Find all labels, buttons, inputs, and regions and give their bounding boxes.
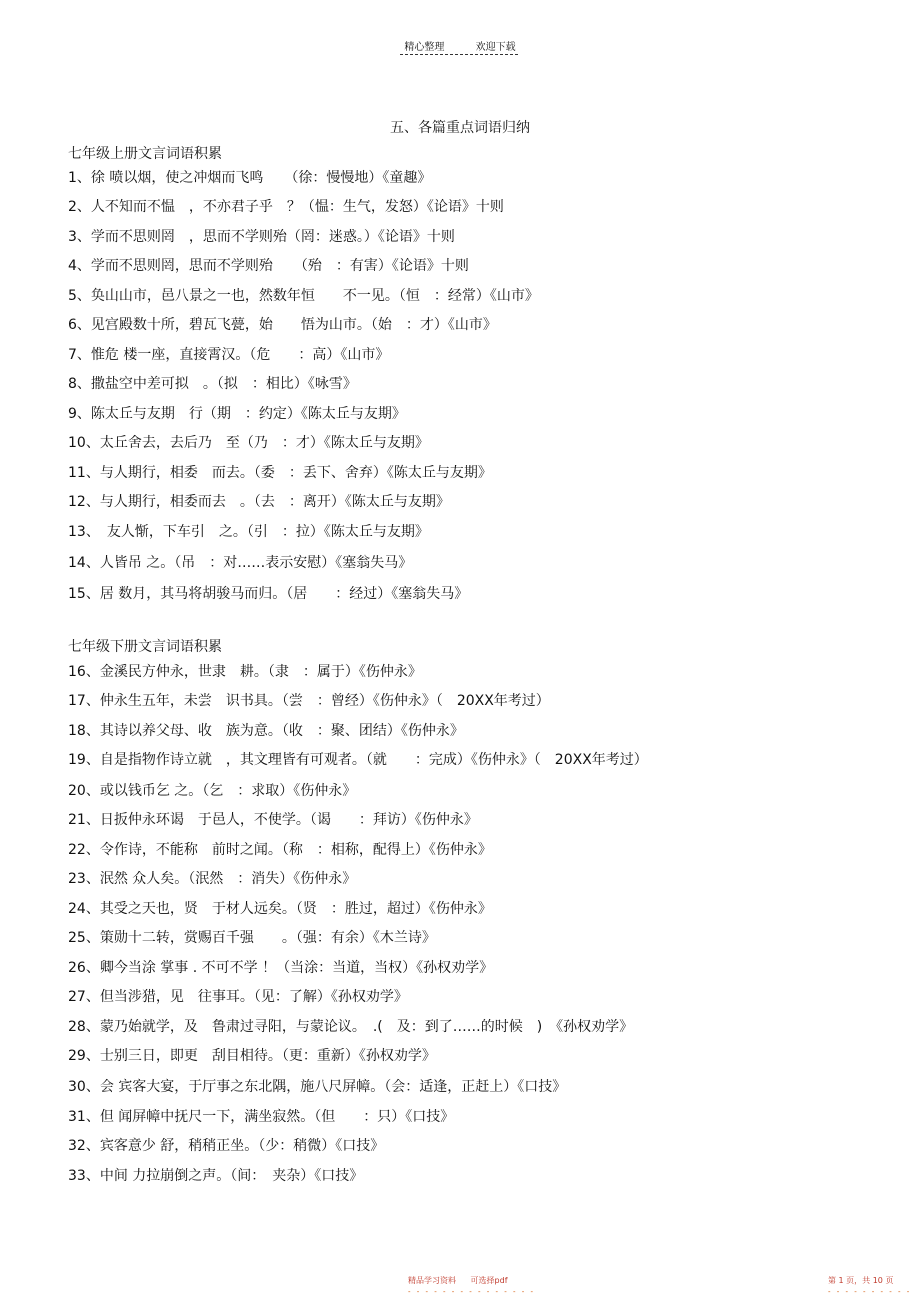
entry-line: 22、令作诗，不能称 前时之闻。（称 ：相称，配得上）《伤仲永》 [68, 842, 492, 858]
header-right: 欢迎下载 [475, 42, 516, 53]
entry-line: 5、奂山山市，邑八景之一也，然数年恒 不一见。（恒 ：经常）《山市》 [68, 288, 539, 304]
entry-line: 6、见宫殿数十所，碧瓦飞甍，始 悟为山市。（始 ：才）《山市》 [68, 317, 497, 333]
entry-line: 31、但 闻屏幛中抚尺一下，满坐寂然。（但 ：只）《口技》 [68, 1109, 455, 1125]
entry-line: 30、会 宾客大宴，于厅事之东北隅，施八尺屏幛。（会：适逢，正赶上）《口技》 [68, 1079, 567, 1095]
section-heading: 七年级下册文言词语积累 [68, 639, 222, 655]
entry-line: 15、居 数月，其马将胡骏马而归。（居 ：经过）《塞翁失马》 [68, 586, 469, 602]
entry-line: 9、陈太丘与友期 行（期 ：约定）《陈太丘与友期》 [68, 406, 406, 422]
entry-line: 21、日扳仲永环谒 于邑人，不使学。（谒 ：拜访）《伤仲永》 [68, 812, 478, 828]
entry-line: 17、仲永生五年，未尝 识书具。（尝 ：曾经）《伤仲永》（ 20XX年考过） [68, 693, 550, 709]
entry-line: 10、太丘舍去，去后乃 至（乃 ：才）《陈太丘与友期》 [68, 435, 429, 451]
footer-label-b: 可选择pdf [470, 1276, 508, 1285]
entry-line: 27、但当涉猎，见 往事耳。（见：了解）《孙权劝学》 [68, 989, 408, 1005]
footer-dots-right: - - - - - - - - - - [828, 1288, 912, 1296]
footer-label-a: 精品学习资料 [408, 1276, 456, 1285]
entry-line: 3、学而不思则罔 ，思而不学则殆（罔：迷惑。）《论语》十则 [68, 229, 455, 245]
header-divider [400, 54, 518, 55]
entry-line: 18、其诗以养父母、收 族为意。（收 ：聚、团结）《伤仲永》 [68, 723, 464, 739]
entry-line: 11、与人期行，相委 而去。（委 ：丢下、舍弃）《陈太丘与友期》 [68, 465, 492, 481]
entry-line: 25、策勋十二转，赏赐百千强 。（强：有余）《木兰诗》 [68, 930, 436, 946]
footer-page-number: 第 1 页，共 10 页 [828, 1276, 894, 1285]
footer-left [408, 1275, 520, 1286]
entry-line: 14、人皆吊 之。（吊 ：对……表示安慰）《塞翁失马》 [68, 555, 413, 571]
entry-line: 28、蒙乃始就学，及 鲁肃过寻阳，与蒙论议。 .( 及：到了……的时候 ) 《孙权劝学》 [68, 1019, 634, 1035]
entry-line: 24、其受之天也，贤 于材人远矣。（贤 ：胜过，超过）《伤仲永》 [68, 901, 492, 917]
entry-line: 12、与人期行，相委而去 。（去 ：离开）《陈太丘与友期》 [68, 494, 450, 510]
section-heading: 七年级上册文言词语积累 [68, 146, 222, 162]
entry-line: 23、泯然 众人矣。（泯然 ：消失）《伤仲永》 [68, 871, 357, 887]
entry-line: 7、惟危 楼一座，直接霄汉。（危 ：高）《山市》 [68, 347, 390, 363]
entry-line: 19、自是指物作诗立就 ，其文理皆有可观者。（就 ：完成）《伤仲永》（ 20XX年考过） [68, 752, 648, 768]
entry-line: 16、金溪民方仲永，世隶 耕。（隶 ：属于）《伤仲永》 [68, 664, 422, 680]
entry-line: 26、卿今当涂 掌事 . 不可不学 ！（当涂：当道，当权）《孙权劝学》 [68, 960, 494, 976]
entry-line: 32、宾客意少 舒，稍稍正坐。（少：稍微）《口技》 [68, 1138, 385, 1154]
footer-dots-left: - - - - - - - - - - - - - - - [408, 1288, 536, 1296]
entry-line: 2、人不知而不愠 ，不亦君子乎 ？（愠：生气，发怒）《论语》十则 [68, 199, 504, 215]
entry-line: 33、中间 力拉崩倒之声。（间： 夹杂）《口技》 [68, 1168, 364, 1184]
entry-line: 8、撒盐空中差可拟 。（拟 ：相比）《咏雪》 [68, 376, 357, 392]
page-header [0, 38, 920, 53]
entry-line: 29、士别三日，即更 刮目相待。（更：重新）《孙权劝学》 [68, 1048, 436, 1064]
header-left: 精心整理 [404, 42, 445, 53]
entry-line: 4、学而不思则罔，思而不学则殆 （殆 ：有害）《论语》十则 [68, 258, 469, 274]
entry-line: 1、徐 喷以烟，使之冲烟而飞鸣 （徐：慢慢地）《童趣》 [68, 170, 432, 186]
entry-line: 13、 友人惭，下车引 之。（引 ：拉）《陈太丘与友期》 [68, 524, 429, 540]
page-title: 五、各篇重点词语归纳 [390, 120, 530, 136]
entry-line: 20、或以钱币乞 之。（乞 ：求取）《伤仲永》 [68, 783, 357, 799]
